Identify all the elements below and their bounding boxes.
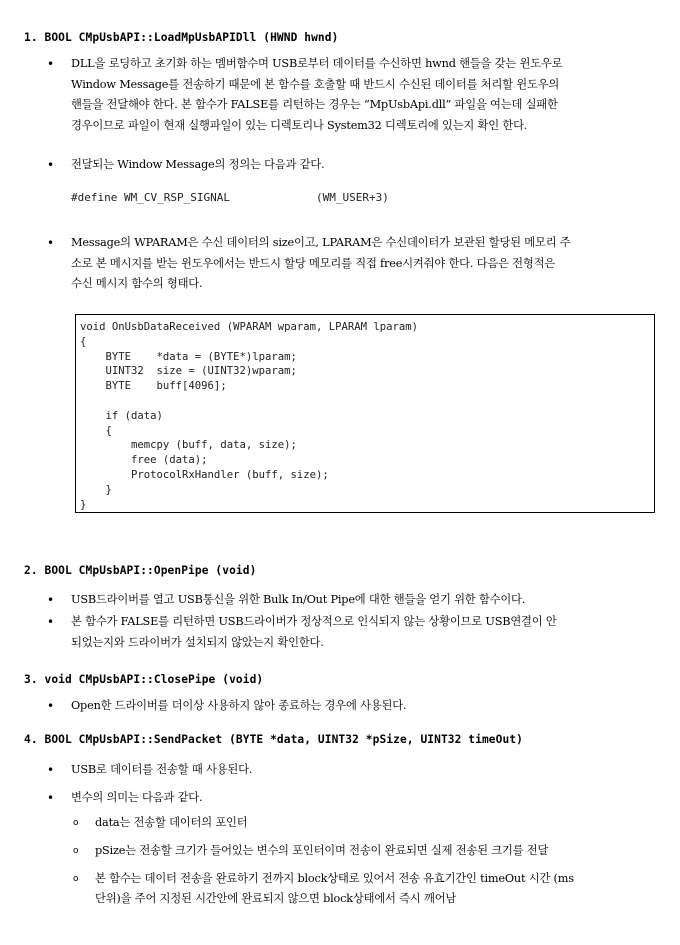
text-line: 변수의 의미는 다음과 같다. xyxy=(71,791,203,804)
text-line: Open한 드라이버를 더이상 사용하지 않아 종료하는 경우에 사용된다. xyxy=(71,699,407,712)
code-block: void OnUsbDataReceived (WPARAM wparam, LPARAM lparam) { BYTE *data = (BYTE*)lparam; UINT32 size = (UINT32)wparam; BYTE buff[4096]; if (data) { memcpy (buff, data, size); free (data); ProtocolRxHandler (buff, size); } } xyxy=(80,321,419,511)
section-4-paragraph-1 xyxy=(71,760,656,781)
text-line: USB드라이버를 열고 USB통신을 위한 Bulk In/Out Pipe에 대한 핸들을 얻기 위한 함수이다. xyxy=(71,593,526,606)
bullet-4-1: • xyxy=(47,763,55,777)
section-2-paragraph-2 xyxy=(71,612,656,653)
bullet-4-2: • xyxy=(47,791,55,805)
text-line: data는 전송할 데이터의 포인터 xyxy=(95,816,248,829)
text-line: 본 함수는 데이터 전송을 완료하기 전까지 block상태로 있어서 전송 유효기간인 timeOut 시간 (ms xyxy=(95,872,574,885)
define-code-line: #define WM_CV_RSP_SIGNAL (WM_USER+3) xyxy=(71,191,389,204)
bullet-2-2: • xyxy=(47,615,55,629)
bullet-1-3: • xyxy=(47,236,55,250)
section-2-heading: 2. BOOL CMpUsbAPI::OpenPipe (void) xyxy=(24,564,257,577)
sub-bullet-2: o xyxy=(73,846,79,856)
section-1-paragraph-2 xyxy=(71,155,656,176)
section-1-heading: 1. BOOL CMpUsbAPI::LoadMpUsbAPIDll (HWND hwnd) xyxy=(24,31,339,44)
code-block-box xyxy=(75,314,655,513)
bullet-1-1: • xyxy=(47,57,55,71)
bullet-2-1: • xyxy=(47,593,55,607)
text-line: 되었는지와 드라이버가 설치되지 않았는지 확인한다. xyxy=(71,635,324,649)
section-3-paragraph-1 xyxy=(71,696,656,717)
sub-paragraph-2 xyxy=(95,841,655,861)
text-line: DLL을 로딩하고 초기화 하는 멤버함수며 USB로부터 데이터를 수신하면 hwnd 핸들을 갖는 윈도우로 xyxy=(71,57,563,70)
sub-paragraph-1 xyxy=(95,813,655,833)
section-1-paragraph-1 xyxy=(71,54,656,136)
text-line: 수신 메시지 함수의 형태다. xyxy=(71,277,203,290)
section-3-heading: 3. void CMpUsbAPI::ClosePipe (void) xyxy=(24,673,264,686)
text-line: Window Message를 전송하기 때문에 본 함수를 호출할 때 반드시 수신된 데이터를 처리할 윈도우의 xyxy=(71,77,560,91)
text-line: pSize는 전송할 크기가 들어있는 변수의 포인터이며 전송이 완료되면 실제 전송된 크기를 전달 xyxy=(95,844,549,857)
bullet-1-2: • xyxy=(47,158,55,172)
text-line: Message의 WPARAM은 수신 데이터의 size이고, LPARAM은 수신데이터가 보관된 할당된 메모리 주 xyxy=(71,236,571,249)
section-2-paragraph-1 xyxy=(71,590,656,611)
bullet-3-1: • xyxy=(47,699,55,713)
text-line: 소로 본 메시지를 받는 윈도우에서는 반드시 할당 메모리를 직접 free시켜줘야 한다. 다음은 전형적은 xyxy=(71,256,556,270)
section-4-paragraph-2 xyxy=(71,788,656,809)
section-1-paragraph-3 xyxy=(71,233,656,295)
text-line: 핸들을 전달해야 한다. 본 함수가 FALSE를 리턴하는 경우는 “MpUsbApi.dll” 파일을 여는데 실패한 xyxy=(71,98,558,111)
section-4-heading: 4. BOOL CMpUsbAPI::SendPacket (BYTE *data, UINT32 *pSize, UINT32 timeOut) xyxy=(24,733,523,746)
sub-paragraph-3 xyxy=(95,869,655,909)
sub-bullet-3: o xyxy=(73,874,79,884)
text-line: 본 함수가 FALSE를 리턴하면 USB드라이버가 정상적으로 인식되지 않는 상황이므로 USB연결이 안 xyxy=(71,615,557,628)
text-line: 전달되는 Window Message의 정의는 다음과 같다. xyxy=(71,158,325,171)
text-line: 경우이므로 파일이 현재 실행파일이 있는 디렉토리나 System32 디렉토리에 있는지 확인 한다. xyxy=(71,118,528,132)
text-line: 단위)을 주어 지정된 시간안에 완료되지 않으면 block상태에서 즉시 깨어남 xyxy=(95,892,457,905)
text-line: USB로 데이터를 전송할 때 사용된다. xyxy=(71,763,253,776)
sub-bullet-1: o xyxy=(73,818,79,828)
